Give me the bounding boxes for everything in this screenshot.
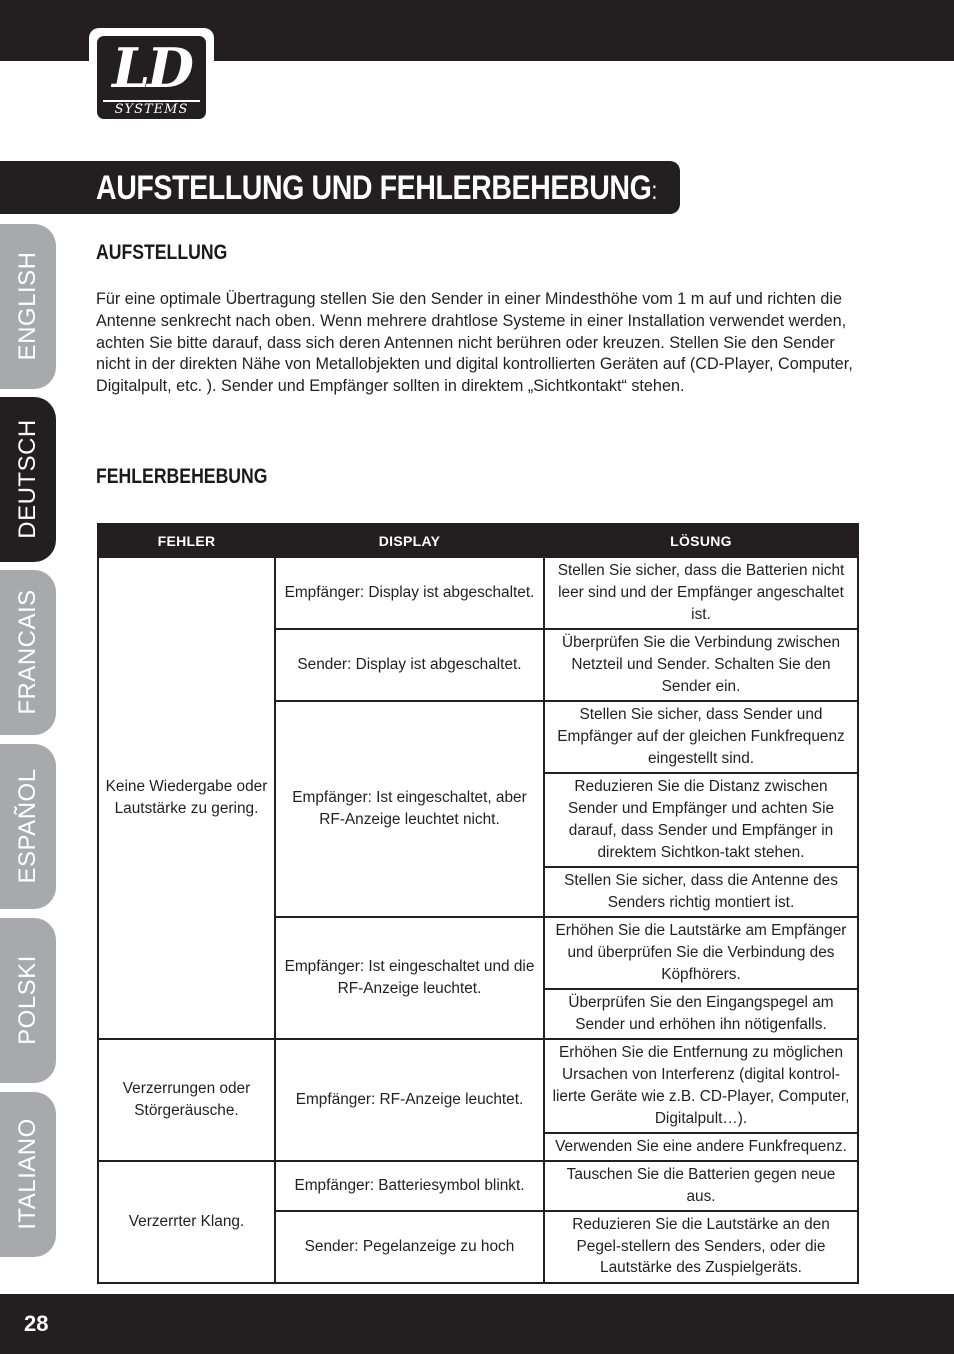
logo-sub-text: SYSTEMS (103, 100, 200, 117)
loesung-cell: Verwenden Sie eine andere Funkfrequenz. (544, 1133, 858, 1161)
tab-francais-label: FRANCAIS (14, 589, 41, 715)
logo-main-text: LD (112, 36, 191, 100)
display-cell: Empfänger: Ist eingeschaltet, aber RF-Anzeige leuchtet nicht. (275, 701, 544, 917)
loesung-cell: Reduzieren Sie die Distanz zwischen Sender und Empfänger und achten Sie darauf, dass Sender und Empfänger in direktem Sichtkon-takt stehen. (544, 773, 858, 867)
table-row (98, 557, 858, 629)
loesung-cell: Überprüfen Sie den Eingangspegel am Sender und erhöhen ihn nötigenfalls. (544, 989, 858, 1039)
tab-francais[interactable] (0, 570, 56, 735)
tab-espanol[interactable] (0, 744, 56, 909)
tab-english[interactable] (0, 224, 56, 389)
fehler-cell: Keine Wiedergabe oder Lautstärke zu gering. (98, 557, 275, 1039)
tab-italiano-label: ITALIANO (14, 1118, 41, 1230)
tab-english-label: ENGLISH (14, 251, 41, 361)
loesung-cell: Stellen Sie sicher, dass die Antenne des Senders richtig montiert ist. (544, 867, 858, 917)
tab-espanol-label: ESPAÑOL (14, 768, 41, 884)
section-heading-fehlerbehebung: FEHLERBEHEBUNG (96, 465, 268, 488)
troubleshooting-table (97, 523, 859, 1284)
fehler-cell: Verzerrungen oder Störgeräusche. (98, 1039, 275, 1161)
header-fehler: FEHLER (98, 524, 275, 557)
loesung-cell: Erhöhen Sie die Lautstärke am Empfänger und überprüfen Sie die Verbindung des Köpfhörers. (544, 917, 858, 989)
header-loesung: LÖSUNG (544, 524, 858, 557)
loesung-cell: Reduzieren Sie die Lautstärke an den Pegel-stellern des Senders, oder die Lautstärke des Zuspielgeräts. (544, 1211, 858, 1283)
display-cell: Empfänger: Ist eingeschaltet und die RF-Anzeige leuchtet. (275, 917, 544, 1039)
tab-polski-label: POLSKI (14, 955, 41, 1045)
header-display: DISPLAY (275, 524, 544, 557)
tab-deutsch-label: DEUTSCH (14, 419, 41, 539)
display-cell: Empfänger: Batteriesymbol blinkt. (275, 1161, 544, 1211)
logo-badge (97, 36, 206, 119)
tab-italiano[interactable] (0, 1092, 56, 1257)
loesung-cell: Erhöhen Sie die Entfernung zu möglichen Ursachen von Interferenz (digital kontrol-lierte Geräte wie z.B. CD-Player, Computer, Digitalpult…). (544, 1039, 858, 1133)
loesung-cell: Tauschen Sie die Batterien gegen neue aus. (544, 1161, 858, 1211)
loesung-cell: Überprüfen Sie die Verbindung zwischen Netzteil und Sender. Schalten Sie den Sender ein. (544, 629, 858, 701)
display-cell: Sender: Display ist abgeschaltet. (275, 629, 544, 701)
section-heading-aufstellung: AUFSTELLUNG (96, 241, 228, 264)
page-title (96, 168, 657, 210)
loesung-cell: Stellen Sie sicher, dass Sender und Empfänger auf der gleichen Funkfrequenz eingestellt sind. (544, 701, 858, 773)
loesung-cell: Stellen Sie sicher, dass die Batterien nicht leer sind und der Empfänger angeschaltet ist. (544, 557, 858, 629)
page-title-colon: : (651, 175, 658, 205)
page-number: 28 (24, 1311, 49, 1336)
ld-systems-logo (89, 28, 214, 127)
table-row (98, 1039, 858, 1133)
page-title-text: AUFSTELLUNG UND FEHLERBEHEBUNG (96, 169, 652, 207)
tab-deutsch[interactable] (0, 397, 56, 562)
display-cell: Empfänger: Display ist abgeschaltet. (275, 557, 544, 629)
footer-bar (0, 1294, 954, 1354)
display-cell: Empfänger: RF-Anzeige leuchtet. (275, 1039, 544, 1161)
fehler-cell: Verzerrter Klang. (98, 1161, 275, 1283)
table-header-row (98, 524, 858, 557)
tab-polski[interactable] (0, 918, 56, 1083)
aufstellung-paragraph: Für eine optimale Übertragung stellen Sie den Sender in einer Mindesthöhe vom 1 m auf und richten die Antenne senkrecht nach oben. Wenn mehrere drahtlose Systeme in einer Installation verwendet werden, achten Sie bitte darauf, dass sich deren Antennen nicht berühren oder kreuzen. Stellen Sie den Sender nicht in der direkten Nähe von Metallobjekten und digital kontrollierten Geräten auf (CD-Player, Computer, Digitalpult, etc. ). Sender und Empfänger sollten in direktem „Sichtkontakt“ stehen. (96, 290, 853, 396)
display-cell: Sender: Pegelanzeige zu hoch (275, 1211, 544, 1283)
table-row (98, 1161, 858, 1211)
